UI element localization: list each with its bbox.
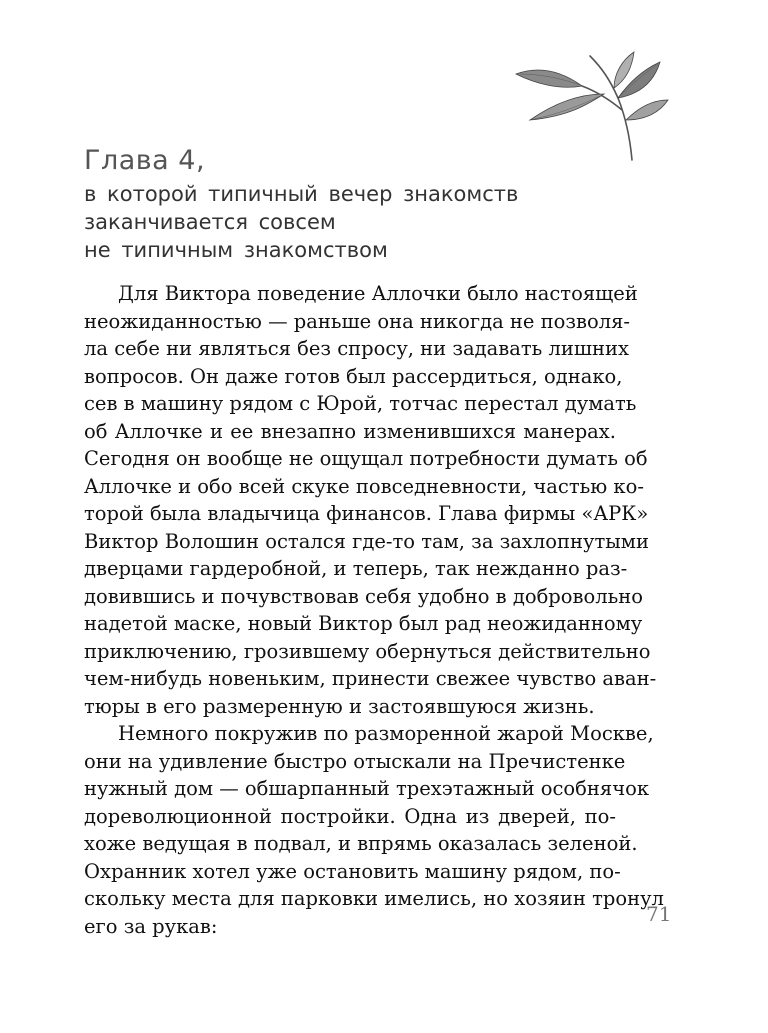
chapter-subtitle-line: не типичным знакомством: [84, 238, 388, 262]
leaf-branch-icon: [510, 48, 670, 168]
text-line: вопросов. Он даже готов был рассердиться, однако,: [84, 364, 623, 388]
text-line: торой была владычица финансов. Глава фирмы «АРК»: [84, 502, 649, 525]
text-line: хоже ведущая в подвал, и впрямь оказалась зеленой.: [84, 832, 638, 855]
chapter-subtitle: [84, 180, 518, 264]
text-line: скольку места для парковки имелись, но хозяин тронул: [84, 887, 664, 910]
chapter-subtitle-line: в которой типичный вечер знакомств: [84, 182, 519, 206]
chapter-subtitle-line: заканчивается совсем: [84, 210, 336, 234]
text-line: надетой маске, новый Виктор был рад неожиданному: [84, 612, 643, 635]
text-line: Охранник хотел уже остановить машину рядом, по-: [84, 859, 621, 883]
text-line: дореволюционной постройки. Одна из дверей, по-: [84, 804, 616, 828]
text-line: сев в машину рядом с Юрой, тотчас перестал думать: [84, 392, 637, 415]
text-line: ла себе ни являться без спросу, ни задавать лишних: [84, 337, 629, 360]
text-line: довившись и почувствовав себя удобно в добровольно: [84, 584, 643, 608]
text-line: приключению, грозившему обернуться действительно: [84, 639, 651, 663]
text-line: Немного покружив по разморенной жарой Москве,: [118, 722, 654, 745]
text-line: Для Виктора поведение Аллочки было настоящей: [118, 282, 638, 305]
text-line: его за рукав:: [84, 914, 218, 938]
page-number: 71: [646, 902, 672, 926]
text-line: об Аллочке и ее внезапно изменившихся манерах.: [84, 419, 616, 443]
text-line: тюры в его размеренную и застоявшуюся жизнь.: [84, 694, 595, 718]
text-line: Аллочке и обо всей скуке повседневности, частью ко-: [84, 474, 644, 498]
text-line: Виктор Волошин остался где-то там, за захлопнутыми: [84, 529, 649, 553]
text-line: дверцами гардеробной, и теперь, так нежданно раз-: [84, 557, 628, 580]
text-line: Сегодня он вообще не ощущал потребности думать об: [84, 447, 648, 470]
text-line: нужный дом — обшарпанный трехэтажный особнячок: [84, 777, 650, 800]
text-line: они на удивление быстро отыскали на Пречистенке: [84, 749, 626, 773]
text-line: неожиданностью — раньше она никогда не позволя-: [84, 309, 630, 333]
chapter-title: Глава 4,: [84, 145, 206, 176]
text-line: чем-нибудь новеньким, принести свежее чувство аван-: [84, 667, 657, 690]
